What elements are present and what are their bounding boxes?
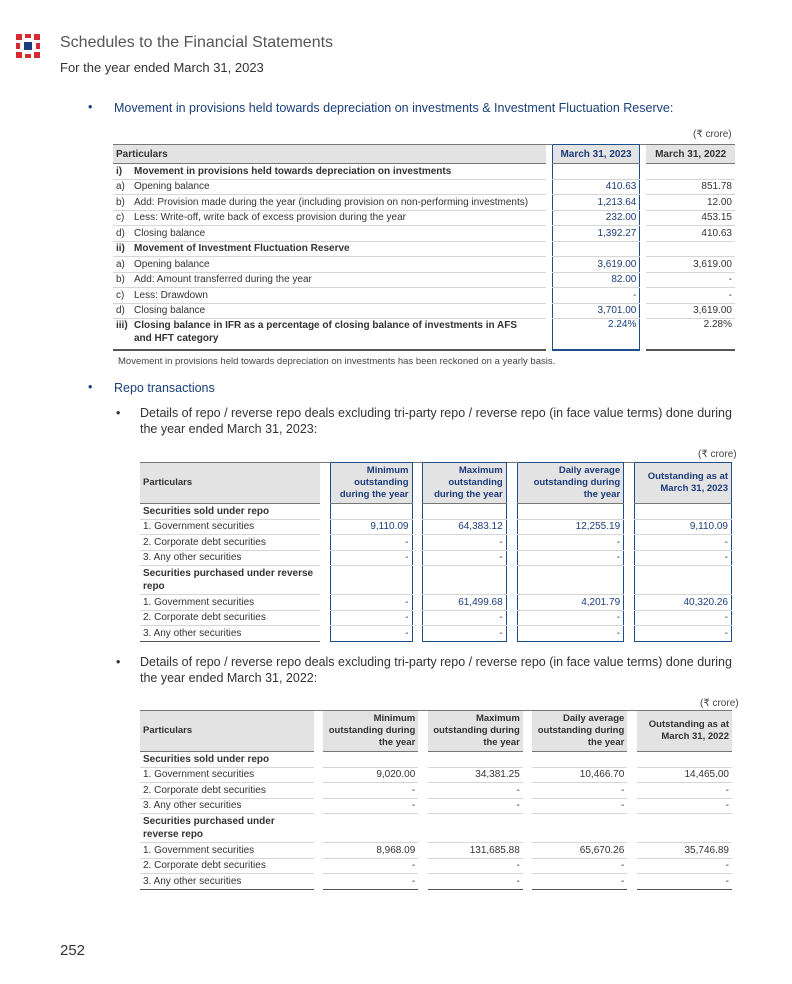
row-label: b) — [116, 196, 125, 208]
value-cell: 4,201.79 — [517, 595, 624, 611]
value-2023: 82.00 — [552, 272, 640, 288]
table-row — [140, 783, 732, 799]
table-row — [140, 874, 732, 890]
value-2023: 410.63 — [552, 179, 640, 195]
row-particulars — [113, 272, 546, 288]
value-cell: 8,968.09 — [323, 843, 418, 859]
value-cell: - — [635, 550, 732, 566]
row-text: Add: Provision made during the year (including provision on non-performing investments) — [134, 196, 529, 208]
row-label: c) — [116, 289, 125, 301]
value-2022: 453.15 — [646, 210, 735, 226]
value-cell: - — [423, 610, 506, 626]
row-label: ii) — [116, 243, 125, 255]
table-row — [140, 550, 732, 566]
table-row — [140, 566, 732, 595]
row-label: d) — [116, 227, 125, 239]
row-particulars: Securities purchased under reverse repo — [140, 566, 320, 595]
value-2022 — [646, 164, 735, 180]
value-cell: 9,110.09 — [635, 519, 732, 535]
value-cell: - — [428, 783, 523, 799]
row-label: d) — [116, 305, 125, 317]
table-row — [140, 858, 732, 874]
table-row — [113, 241, 735, 257]
row-particulars: 2. Corporate debt securities — [140, 858, 314, 874]
row-text: Less: Drawdown — [134, 289, 208, 301]
value-cell: - — [331, 610, 412, 626]
value-cell: - — [635, 626, 732, 642]
value-cell — [517, 504, 624, 520]
row-text: Add: Amount transferred during the year — [134, 274, 312, 286]
table-note: Movement in provisions held towards depreciation on investments has been reckoned on a yearly basis. — [118, 356, 556, 367]
value-cell: - — [517, 610, 624, 626]
row-text: Movement of Investment Fluctuation Reserve — [134, 243, 350, 255]
value-2022 — [646, 241, 735, 257]
row-text: Opening balance — [134, 181, 210, 193]
value-cell — [428, 814, 523, 843]
value-cell: 34,381.25 — [428, 767, 523, 783]
value-2023 — [552, 241, 640, 257]
value-cell: 131,685.88 — [428, 843, 523, 859]
column-header: Particulars — [113, 145, 546, 164]
repo-table-2023 — [140, 462, 732, 642]
table-row — [113, 195, 735, 211]
value-2023 — [552, 164, 640, 180]
value-2023: 1,213.64 — [552, 195, 640, 211]
value-cell: - — [637, 798, 732, 814]
value-cell: - — [532, 874, 627, 890]
table-row — [140, 595, 732, 611]
row-text: Closing balance — [134, 305, 206, 317]
column-header: Daily average outstanding during the year — [517, 463, 624, 504]
row-particulars — [113, 288, 546, 304]
value-cell: 14,465.00 — [637, 767, 732, 783]
table-row — [140, 626, 732, 642]
value-cell: - — [517, 535, 624, 551]
row-particulars: 3. Any other securities — [140, 550, 320, 566]
column-header: Particulars — [140, 463, 320, 504]
table-row — [113, 164, 735, 180]
value-cell — [532, 752, 627, 768]
value-cell: 35,746.89 — [637, 843, 732, 859]
value-cell: - — [637, 783, 732, 799]
row-text: Closing balance in IFR as a percentage of closing balance of investments in AFS and HFT category — [134, 320, 518, 344]
value-cell: - — [532, 858, 627, 874]
value-cell — [323, 814, 418, 843]
header-row — [140, 711, 732, 752]
table-row — [140, 767, 732, 783]
value-2022: 2.28% — [646, 319, 735, 351]
page-header-title: Schedules to the Financial Statements — [60, 34, 334, 51]
value-2022: 3,619.00 — [646, 303, 735, 319]
row-label: a) — [116, 258, 125, 270]
row-particulars: Securities purchased under reverse repo — [140, 814, 314, 843]
value-cell — [635, 566, 732, 595]
value-2022: 410.63 — [646, 226, 735, 242]
column-header: Minimum outstanding during the year — [331, 463, 412, 504]
value-cell: - — [323, 858, 418, 874]
row-particulars — [113, 210, 546, 226]
value-2022: 3,619.00 — [646, 257, 735, 273]
value-cell: - — [635, 610, 732, 626]
row-text: Opening balance — [134, 258, 210, 270]
column-header: Particulars — [140, 711, 314, 752]
column-header: Maximum outstanding during the year — [428, 711, 523, 752]
row-particulars — [113, 257, 546, 273]
unit-label: (₹ crore) — [700, 698, 739, 709]
value-cell — [637, 814, 732, 843]
value-cell: - — [323, 874, 418, 890]
value-cell — [637, 752, 732, 768]
value-2023: 3,619.00 — [552, 257, 640, 273]
row-particulars: 2. Corporate debt securities — [140, 535, 320, 551]
value-cell: - — [428, 798, 523, 814]
value-2022: 12.00 — [646, 195, 735, 211]
row-particulars: 2. Corporate debt securities — [140, 610, 320, 626]
column-header: March 31, 2022 — [646, 145, 735, 164]
row-particulars: 3. Any other securities — [140, 798, 314, 814]
value-2023: 232.00 — [552, 210, 640, 226]
value-cell: - — [517, 550, 624, 566]
row-text: Movement in provisions held towards depreciation on investments — [134, 165, 452, 177]
row-particulars — [113, 179, 546, 195]
value-cell: - — [423, 626, 506, 642]
table-row — [140, 843, 732, 859]
value-cell: 9,110.09 — [331, 519, 412, 535]
row-particulars: 3. Any other securities — [140, 626, 320, 642]
row-text: Closing balance — [134, 227, 206, 239]
row-particulars — [113, 226, 546, 242]
row-particulars: 1. Government securities — [140, 843, 314, 859]
value-cell: - — [423, 535, 506, 551]
provisions-table — [113, 144, 735, 351]
row-particulars: 1. Government securities — [140, 767, 314, 783]
table-row — [140, 798, 732, 814]
table-row — [113, 226, 735, 242]
value-cell — [323, 752, 418, 768]
column-header: March 31, 2023 — [552, 145, 640, 164]
row-label: b) — [116, 274, 125, 286]
value-cell: 64,383.12 — [423, 519, 506, 535]
value-cell: 10,466.70 — [532, 767, 627, 783]
value-cell: - — [331, 535, 412, 551]
value-2022: 851.78 — [646, 179, 735, 195]
value-cell: - — [635, 535, 732, 551]
row-label: c) — [116, 212, 125, 224]
table-row — [140, 814, 732, 843]
unit-label: (₹ crore) — [693, 129, 732, 140]
row-particulars — [113, 241, 546, 257]
column-header: Maximum outstanding during the year — [423, 463, 506, 504]
value-cell: - — [517, 626, 624, 642]
table-row — [140, 610, 732, 626]
value-cell — [532, 814, 627, 843]
row-particulars: Securities sold under repo — [140, 504, 320, 520]
table-row — [140, 504, 732, 520]
table-row — [140, 519, 732, 535]
row-label: i) — [116, 165, 123, 177]
table-row — [140, 535, 732, 551]
value-cell: 12,255.19 — [517, 519, 624, 535]
repo-table-2022 — [140, 710, 732, 890]
row-label: a) — [116, 181, 125, 193]
table-row — [113, 179, 735, 195]
page-number: 252 — [60, 942, 86, 959]
value-cell — [423, 504, 506, 520]
value-2023: - — [552, 288, 640, 304]
value-cell: - — [423, 550, 506, 566]
value-2023: 1,392.27 — [552, 226, 640, 242]
value-cell: - — [331, 595, 412, 611]
row-label: iii) — [116, 320, 128, 331]
value-2022: - — [646, 272, 735, 288]
value-cell: 65,670.26 — [532, 843, 627, 859]
value-cell: - — [428, 874, 523, 890]
value-cell: - — [428, 858, 523, 874]
row-particulars: 1. Government securities — [140, 519, 320, 535]
value-cell: 9,020.00 — [323, 767, 418, 783]
value-cell: - — [532, 783, 627, 799]
row-particulars — [113, 164, 546, 180]
table-row — [113, 210, 735, 226]
value-2023: 2.24% — [552, 319, 640, 351]
row-particulars — [113, 303, 546, 319]
column-header: Daily average outstanding during the year — [532, 711, 627, 752]
value-cell: - — [331, 626, 412, 642]
value-cell: 61,499.68 — [423, 595, 506, 611]
table-row — [113, 319, 735, 351]
value-cell: - — [323, 798, 418, 814]
value-cell — [331, 566, 412, 595]
row-particulars: Securities sold under repo — [140, 752, 314, 768]
column-header: Outstanding as at March 31, 2023 — [635, 463, 732, 504]
row-particulars: 1. Government securities — [140, 595, 320, 611]
row-text: Less: Write-off, write back of excess provision during the year — [134, 212, 406, 224]
value-cell — [331, 504, 412, 520]
page-header-subtitle: For the year ended March 31, 2023 — [60, 60, 264, 75]
row-particulars: 2. Corporate debt securities — [140, 783, 314, 799]
value-2023: 3,701.00 — [552, 303, 640, 319]
table-row — [113, 272, 735, 288]
bank-logo — [16, 34, 40, 58]
value-cell: - — [323, 783, 418, 799]
value-cell: - — [637, 858, 732, 874]
header-row — [140, 463, 732, 504]
value-cell: 40,320.26 — [635, 595, 732, 611]
table-row — [113, 303, 735, 319]
row-particulars: 3. Any other securities — [140, 874, 314, 890]
value-cell: - — [532, 798, 627, 814]
value-cell — [635, 504, 732, 520]
column-header: Outstanding as at March 31, 2022 — [637, 711, 732, 752]
value-cell: - — [637, 874, 732, 890]
row-particulars — [113, 195, 546, 211]
table-row — [113, 257, 735, 273]
table-row — [113, 288, 735, 304]
value-cell: - — [331, 550, 412, 566]
row-particulars — [113, 319, 546, 351]
value-2022: - — [646, 288, 735, 304]
value-cell — [428, 752, 523, 768]
table-row — [140, 752, 732, 768]
value-cell — [517, 566, 624, 595]
value-cell — [423, 566, 506, 595]
column-header: Minimum outstanding during the year — [323, 711, 418, 752]
unit-label: (₹ crore) — [698, 449, 737, 460]
